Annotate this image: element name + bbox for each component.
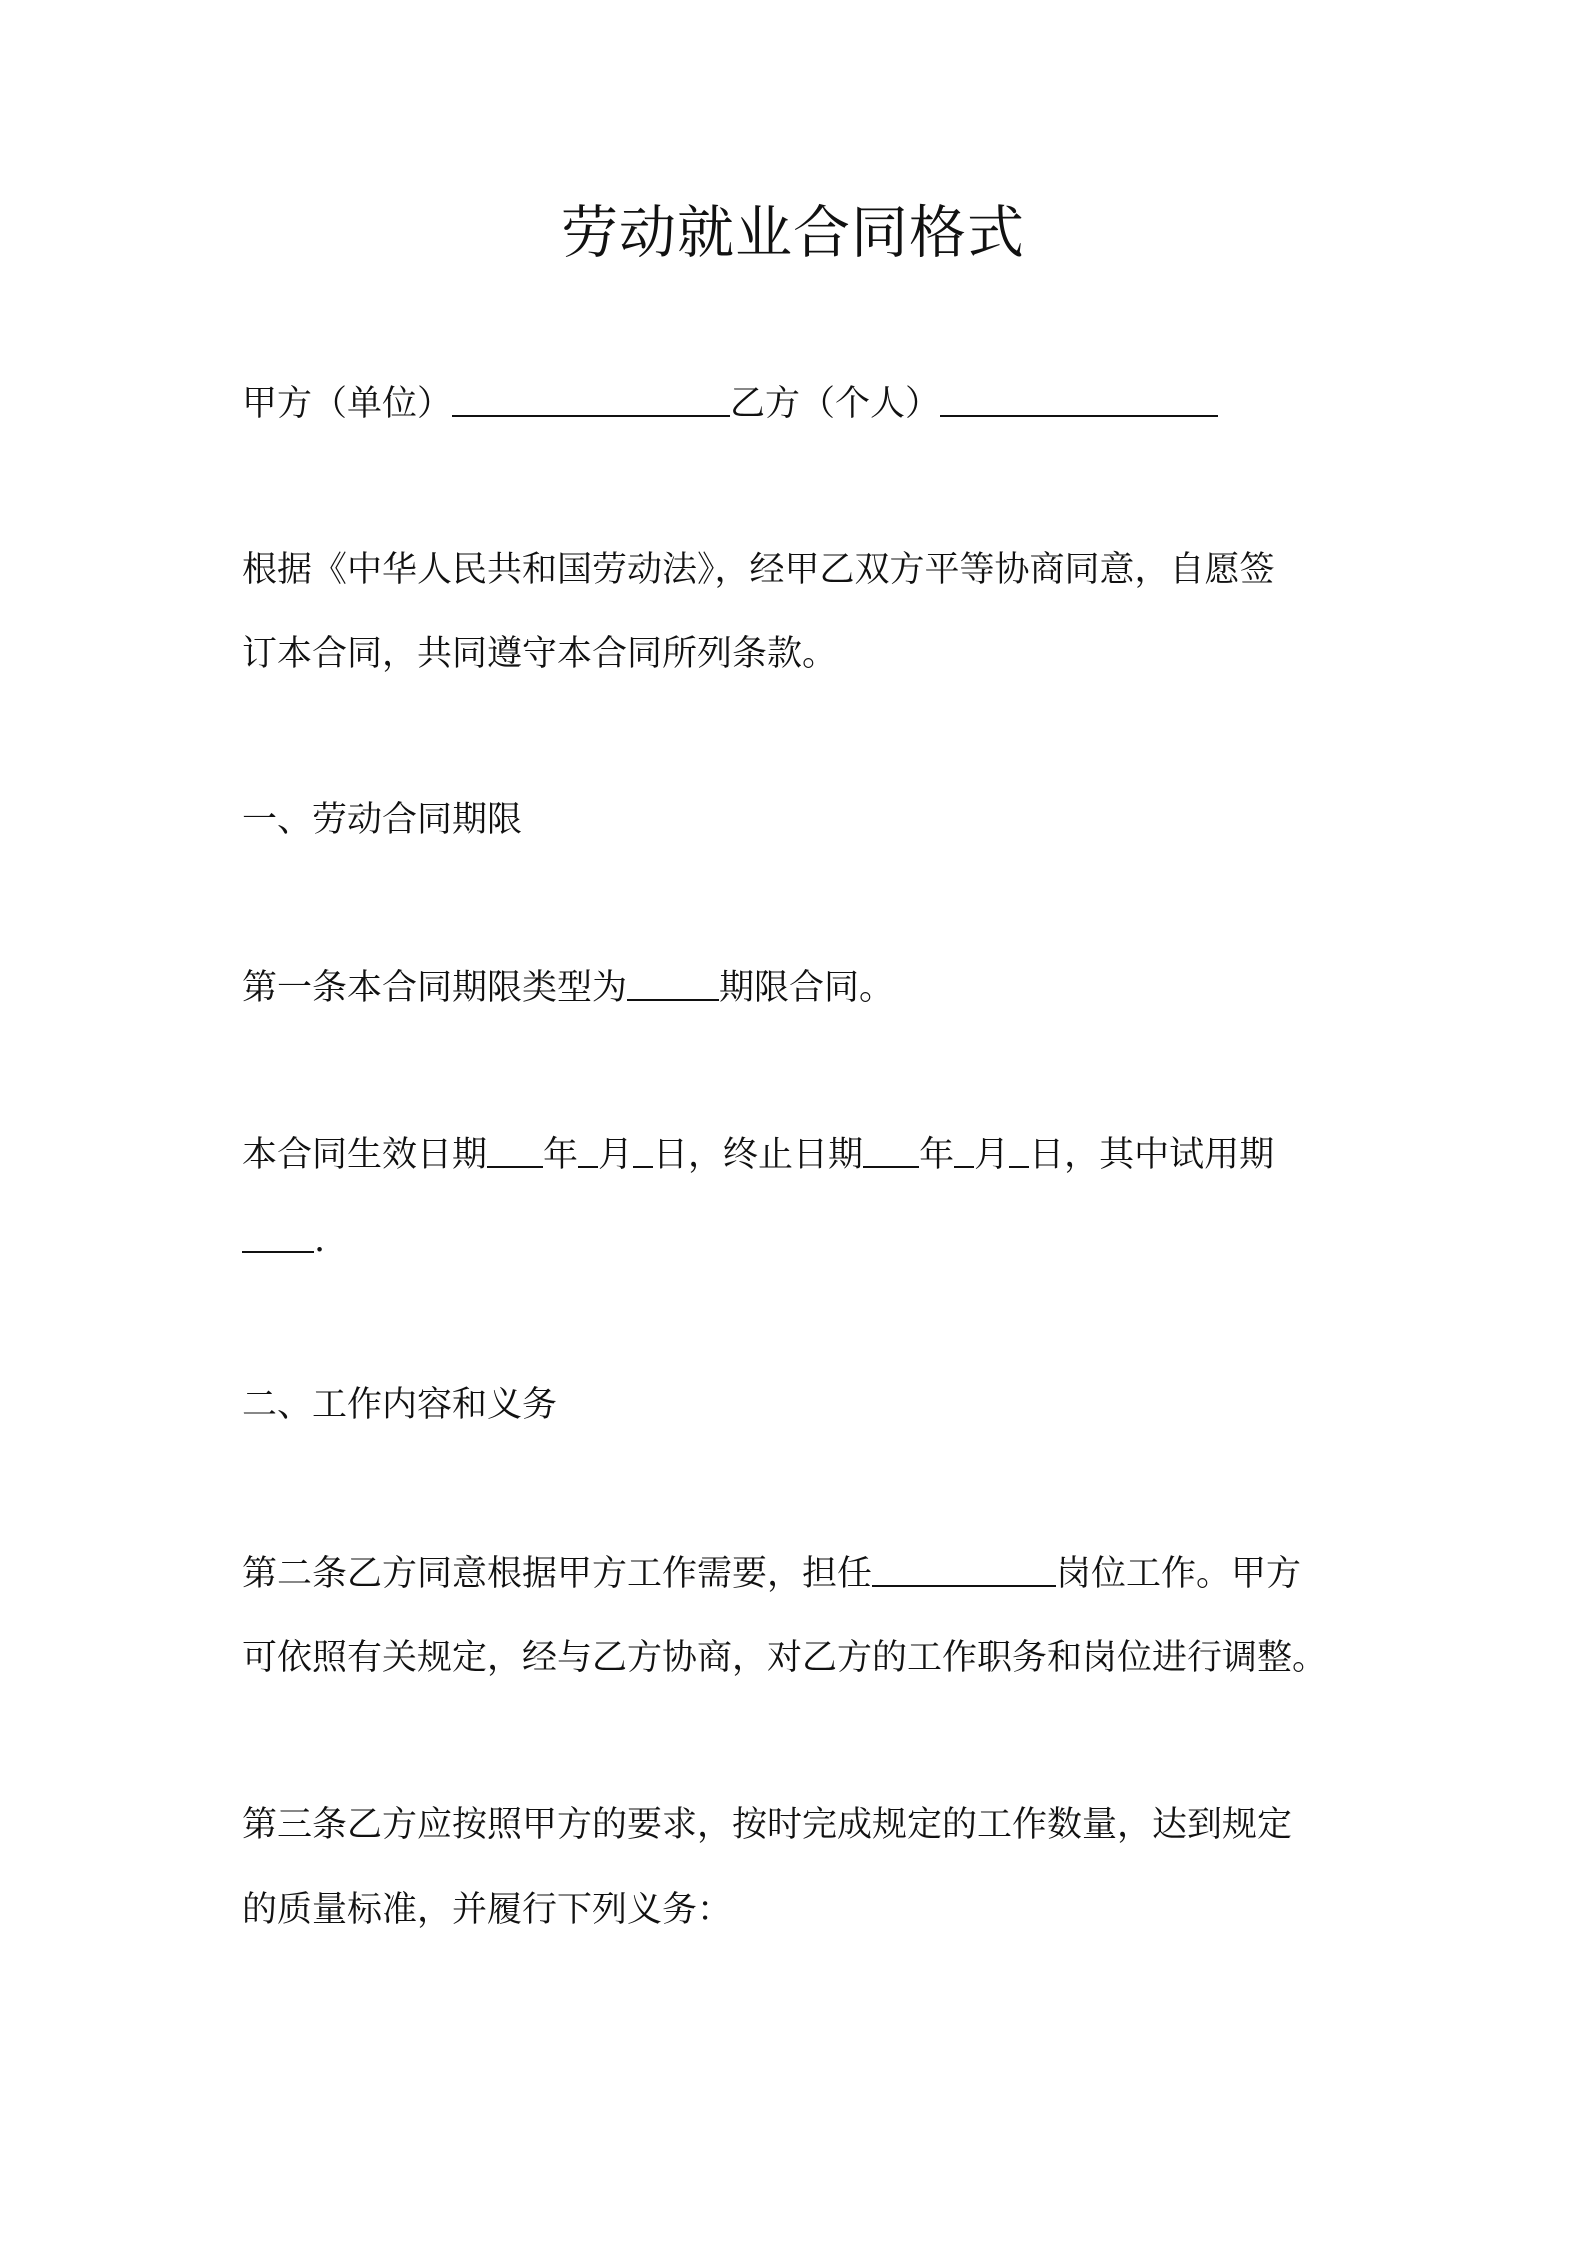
section-1-heading: 一、劳动合同期限 — [242, 800, 523, 840]
trial-period-label: 日，其中试用期 — [1029, 1135, 1275, 1175]
start-day-label: 日，终止日期 — [653, 1135, 864, 1175]
start-month-blank — [578, 1136, 598, 1168]
article-2-text-after: 岗位工作。甲方 — [1056, 1554, 1302, 1594]
trial-period-end: . — [314, 1220, 326, 1260]
party-a-blank — [452, 385, 730, 417]
post-blank — [872, 1555, 1056, 1587]
document-title: 劳动就业合同格式 — [561, 200, 1025, 266]
end-year-blank — [863, 1136, 919, 1168]
parties-line — [242, 382, 1218, 426]
contract-type-blank — [627, 969, 719, 1001]
start-day-blank — [633, 1136, 653, 1168]
party-b-label: 乙方（个人） — [730, 384, 941, 424]
article-2-line-1 — [242, 1552, 1301, 1596]
party-a-label: 甲方（单位） — [242, 384, 453, 424]
article-1 — [242, 966, 894, 1010]
effective-date-line — [242, 1133, 1274, 1177]
start-year-label: 年 — [543, 1135, 579, 1175]
effective-date-label: 本合同生效日期 — [242, 1135, 488, 1175]
end-month-label: 月 — [974, 1135, 1010, 1175]
article-1-text-before: 第一条本合同期限类型为 — [242, 968, 628, 1008]
preamble-line-1: 根据《中华人民共和国劳动法》，经甲乙双方平等协商同意，自愿签 — [242, 550, 1275, 590]
article-2-line-2: 可依照有关规定，经与乙方协商，对乙方的工作职务和岗位进行调整。 — [242, 1638, 1328, 1678]
section-2-heading: 二、工作内容和义务 — [242, 1385, 558, 1425]
start-month-label: 月 — [598, 1135, 634, 1175]
party-b-blank — [940, 385, 1218, 417]
trial-period-line — [242, 1218, 325, 1262]
end-day-blank — [1009, 1136, 1029, 1168]
end-year-label: 年 — [919, 1135, 955, 1175]
article-3-line-2: 的质量标准，并履行下列义务： — [242, 1890, 733, 1930]
start-year-blank — [487, 1136, 543, 1168]
article-2-text-before: 第二条乙方同意根据甲方工作需要，担任 — [242, 1554, 873, 1594]
article-3-line-1: 第三条乙方应按照甲方的要求，按时完成规定的工作数量，达到规定 — [242, 1805, 1293, 1845]
article-1-text-after: 期限合同。 — [719, 968, 895, 1008]
preamble-line-2: 订本合同，共同遵守本合同所列条款。 — [242, 634, 838, 674]
trial-period-blank — [242, 1221, 314, 1253]
end-month-blank — [954, 1136, 974, 1168]
